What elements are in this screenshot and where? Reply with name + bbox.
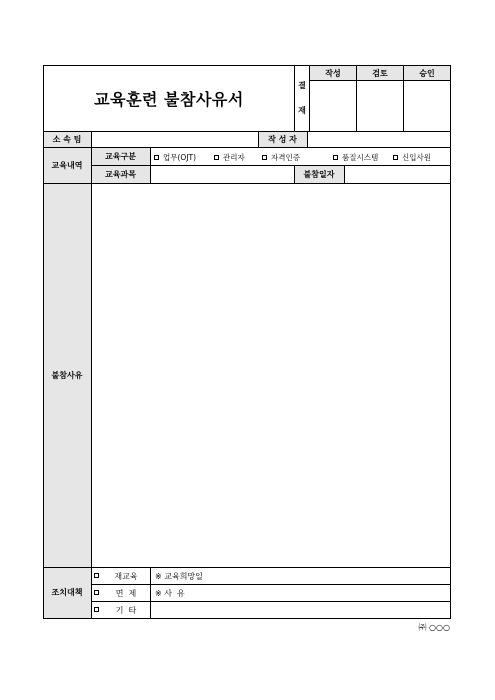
action-option-retrain[interactable] <box>92 568 150 584</box>
approval-col-write: 작성 <box>325 68 341 78</box>
edu-type-option-cert[interactable] <box>262 152 300 163</box>
edu-content-label: 교육내역 <box>51 160 83 170</box>
checkbox-icon <box>94 607 99 612</box>
option-label: 자격인증 <box>271 153 300 162</box>
author-field[interactable] <box>308 132 450 147</box>
checkbox-icon <box>94 573 99 578</box>
action-note-other[interactable] <box>151 602 450 618</box>
checkbox-icon <box>214 155 219 160</box>
signature-slot-write[interactable] <box>310 81 356 131</box>
checkbox-icon <box>262 155 267 160</box>
option-label: 업무(OJT) <box>163 153 197 162</box>
course-field[interactable] <box>151 166 294 183</box>
checkbox-icon <box>154 155 159 160</box>
edu-type-option-manager[interactable] <box>214 152 245 163</box>
checkbox-icon <box>393 155 398 160</box>
author-label: 작 성 자 <box>268 135 297 144</box>
option-label: 품질시스템 <box>342 153 379 162</box>
approval-col-approve: 승인 <box>419 68 435 78</box>
reason-label: 불참사유 <box>51 370 83 380</box>
approval-col-review: 검토 <box>372 68 388 78</box>
approval-label-top: 결 <box>298 80 306 90</box>
edu-type-option-ojt[interactable] <box>154 152 196 163</box>
edu-type-option-quality[interactable] <box>333 152 378 163</box>
course-label: 교육과목 <box>105 169 136 179</box>
team-label: 소 속 팀 <box>52 135 82 144</box>
edu-type-options <box>151 147 450 165</box>
approval-label-bottom: 재 <box>298 105 306 115</box>
absence-date-label: 불참일자 <box>303 169 335 179</box>
signature-slot-approve[interactable] <box>404 81 450 131</box>
action-note-retrain: ※ 교육희망일 <box>155 571 203 581</box>
option-label: 관리자 <box>223 153 245 162</box>
edu-type-label: 교육구분 <box>105 151 136 161</box>
action-note-exempt: ※ 사 유 <box>155 588 185 598</box>
option-label: 신입사원 <box>402 153 431 162</box>
edu-type-option-newhire[interactable] <box>393 152 431 163</box>
team-field[interactable] <box>92 132 258 147</box>
signature-slot-review[interactable] <box>357 81 403 131</box>
reason-field[interactable] <box>92 184 450 567</box>
action-option-label: 면 제 <box>115 588 137 598</box>
checkbox-icon <box>94 590 99 595</box>
form-title: 교육훈련 불참사유서 <box>94 90 244 109</box>
action-option-label: 재교육 <box>114 571 138 581</box>
action-option-other[interactable] <box>92 602 150 618</box>
action-label: 조치대책 <box>51 588 83 597</box>
absence-date-field[interactable] <box>345 166 450 183</box>
action-option-exempt[interactable] <box>92 585 150 601</box>
checkbox-icon <box>333 155 338 160</box>
company-footer: ㈜ ○○○ <box>418 622 450 632</box>
action-option-label: 기 타 <box>115 605 137 615</box>
